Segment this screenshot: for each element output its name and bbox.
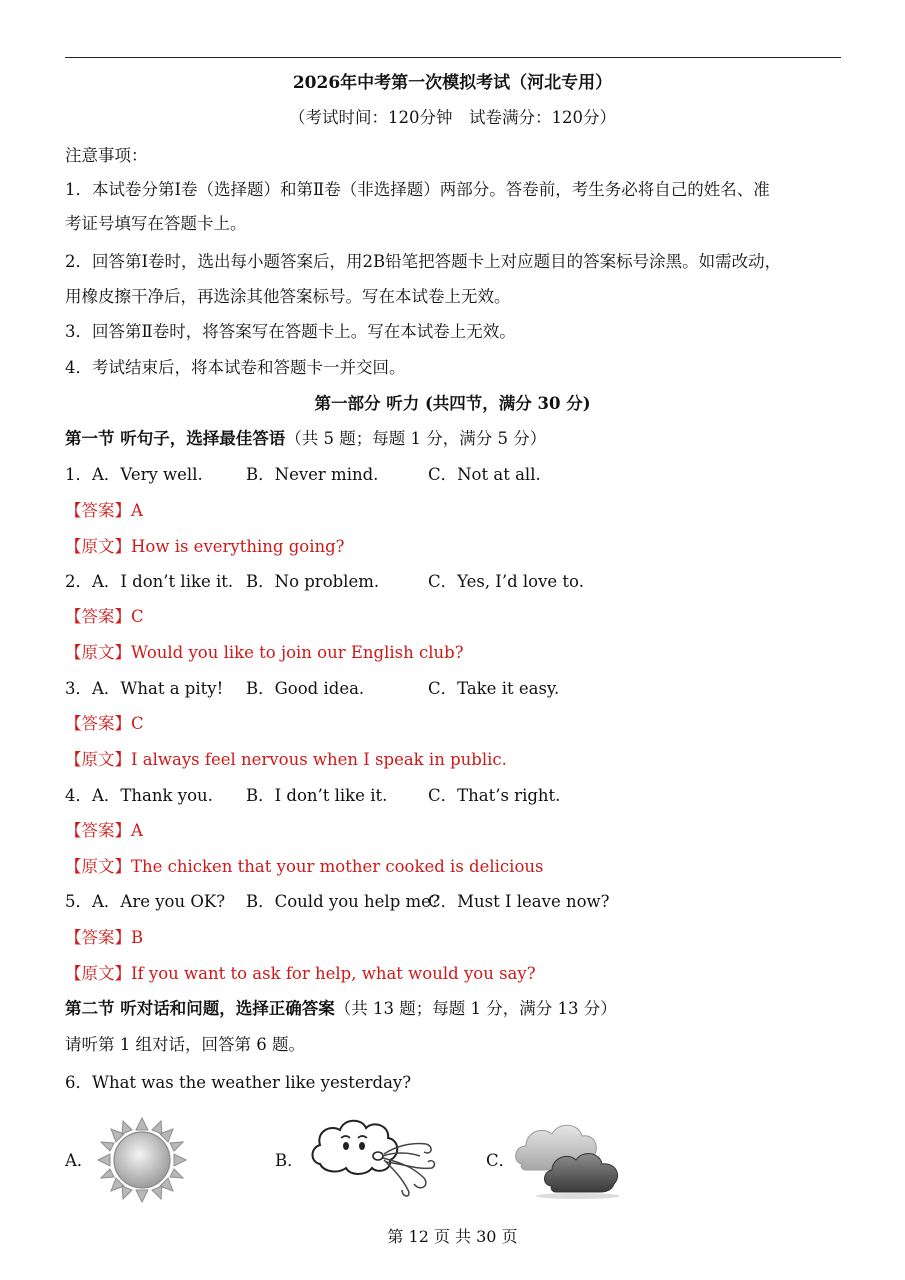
- section1-title-main: 第一节 听句子，选择最佳答语: [65, 429, 286, 448]
- question-2: [65, 570, 841, 594]
- cloudy-icon: [512, 1114, 624, 1200]
- exam-title: 2026年中考第一次模拟考试（河北专用）: [292, 73, 613, 93]
- notice-line: 4．考试结束后，将本试卷和答题卡一并交回。: [65, 358, 406, 377]
- section1-title-note: （共 5 题；每题 1 分，满分 5 分）: [285, 429, 547, 448]
- section1-title: [65, 427, 546, 451]
- option-c: C．That’s right.: [428, 786, 561, 805]
- option-a: A．Thank you.: [92, 786, 213, 805]
- notice-line: 2．回答第Ⅰ卷时，选出每小题答案后，用2B铅笔把答题卡上对应题目的答案标号涂黑。如需改动，: [65, 252, 782, 271]
- option-c: C．Yes, I’d love to.: [428, 572, 584, 591]
- section2-title-main: 第二节 听对话和问题，选择正确答案: [65, 999, 335, 1018]
- option-a: A．What a pity!: [92, 679, 224, 698]
- answer-5: 【答案】B: [65, 928, 144, 947]
- option-c: C．Not at all.: [428, 465, 541, 484]
- answer-2: 【答案】C: [65, 607, 144, 626]
- question-number: 2．: [65, 572, 92, 591]
- option-b: B．Could you help me?: [246, 892, 440, 911]
- notice-line: 用橡皮擦干净后，再选涂其他答案标号。写在本试卷上无效。: [65, 287, 511, 306]
- question-number: 3．: [65, 679, 92, 698]
- script-5: 【原文】If you want to ask for help, what would you say?: [65, 964, 536, 983]
- script-4: 【原文】The chicken that your mother cooked is delicious: [65, 857, 544, 876]
- exam-subtitle: （考试时间：120分钟 试卷满分：120分）: [289, 108, 616, 127]
- section2-title: [65, 997, 617, 1021]
- option-a: A．Are you OK?: [92, 892, 226, 911]
- page-footer: 第 12 页 共 30 页: [387, 1227, 518, 1246]
- option-a: A．I don’t like it.: [92, 572, 234, 591]
- answer-3: 【答案】C: [65, 714, 144, 733]
- part1-heading: 第一部分 听力 (共四节，满分 30 分): [314, 394, 591, 413]
- header-rule: [65, 57, 841, 58]
- question-5: [65, 890, 841, 914]
- answer-4: 【答案】A: [65, 821, 143, 840]
- question-number: 1．: [65, 465, 92, 484]
- notice-line: 1．本试卷分第Ⅰ卷（选择题）和第Ⅱ卷（非选择题）两部分。答卷前，考生务必将自己的姓名、准: [65, 180, 770, 199]
- section2-title-note: （共 13 题；每题 1 分，满分 13 分）: [334, 999, 617, 1018]
- option-c: C．Must I leave now?: [428, 892, 610, 911]
- option-b: B．No problem.: [246, 572, 380, 591]
- answer-1: 【答案】A: [65, 501, 143, 520]
- section2-instruction: 请听第 1 组对话，回答第 6 题。: [65, 1035, 305, 1054]
- notice-line: 3．回答第Ⅱ卷时，将答案写在答题卡上。写在本试卷上无效。: [65, 322, 516, 341]
- option-b: B．Good idea.: [246, 679, 365, 698]
- question-1: [65, 463, 841, 487]
- script-2: 【原文】Would you like to join our English club?: [65, 643, 464, 662]
- question-number: 4．: [65, 786, 92, 805]
- question-3: [65, 677, 841, 701]
- option-b: B．Never mind.: [246, 465, 379, 484]
- question-6: 6．What was the weather like yesterday?: [65, 1073, 412, 1092]
- notice-line: 考证号填写在答题卡上。: [65, 214, 247, 233]
- choice-a-label: A．: [65, 1151, 94, 1170]
- option-c: C．Take it easy.: [428, 679, 560, 698]
- question-number: 5．: [65, 892, 92, 911]
- question-4: [65, 784, 841, 808]
- sun-icon: [96, 1116, 188, 1204]
- notice-heading: 注意事项：: [65, 146, 148, 165]
- option-b: B．I don’t like it.: [246, 786, 388, 805]
- option-a: A．Very well.: [92, 465, 203, 484]
- choice-c-label: C．: [486, 1151, 516, 1170]
- wind-icon: [308, 1112, 440, 1198]
- script-3: 【原文】I always feel nervous when I speak in public.: [65, 750, 507, 769]
- choice-b-label: B．: [275, 1151, 304, 1170]
- script-1: 【原文】How is everything going?: [65, 537, 345, 556]
